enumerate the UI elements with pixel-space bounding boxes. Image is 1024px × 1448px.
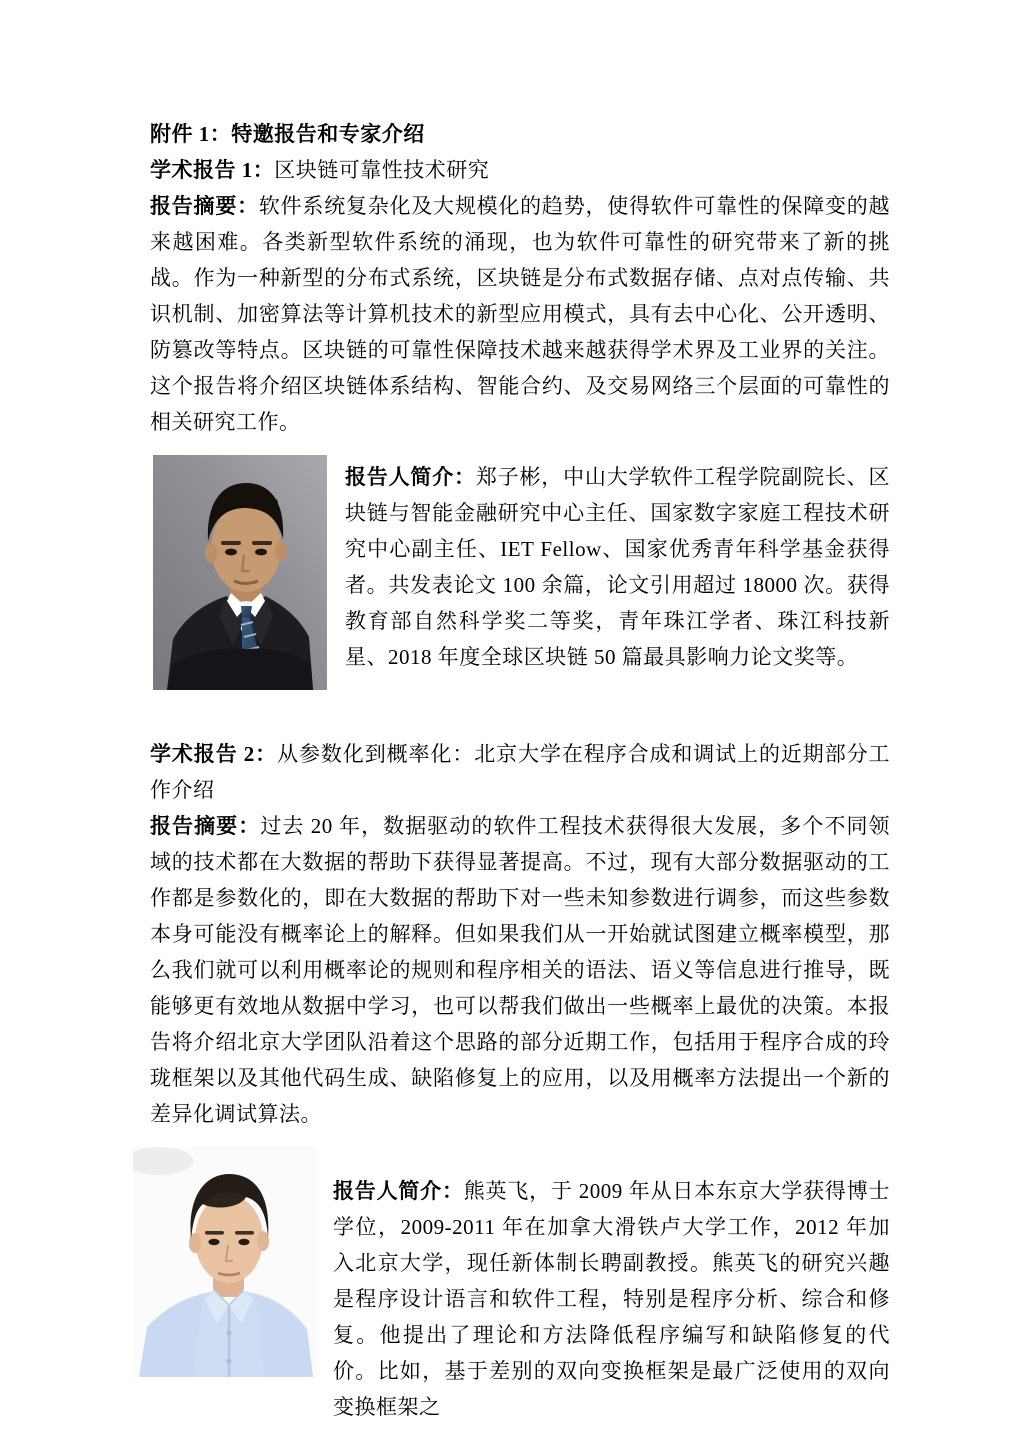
report1-bio-label: 报告人简介： [345, 465, 476, 489]
report2-heading-label: 学术报告 2： [150, 742, 278, 766]
document-content [150, 116, 890, 1425]
attachment-heading: 附件 1：特邀报告和专家介绍 [150, 122, 425, 146]
report1-abstract-text: 软件系统复杂化及大规模化的趋势，使得软件可靠性的保障变的越来越困难。各类新型软件系统的涌现，也为软件可靠性的研究带来了新的挑战。作为一种新型的分布式系统，区块链是分布式数据存储、点对点传输、共识机制、加密算法等计算机技术的新型应用模式，具有去中心化、公开透明、防篡改等特点。区块链的可靠性保障技术越来越获得学术界及工业界的关注。这个报告将介绍区块链体系结构、智能合约、及交易网络三个层面的可靠性的相关研究工作。 [150, 194, 891, 434]
speaker2-portrait-image [133, 1147, 318, 1377]
report1-heading-label: 学术报告 1： [150, 158, 275, 182]
report2-speaker-section [150, 1147, 890, 1425]
report2-abstract [150, 808, 890, 1132]
report2-abstract-text: 过去 20 年，数据驱动的软件工程技术获得很大发展，多个不同领域的技术都在大数据的帮助下获得显著提高。不过，现有大部分数据驱动的工作都是参数化的，即在大数据的帮助下对一些未知参数进行调参，而这些参数本身可能没有概率论上的解释。但如果我们从一开始就试图建立概率模型，那么我们就可以利用概率论的规则和程序相关的语法、语义等信息进行推导，既能够更有效地从数据中学习，也可以帮我们做出一些概率上最优的决策。本报告将介绍北京大学团队沿着这个思路的部分近期工作，包括用于程序合成的玲珑框架以及其他代码生成、缺陷修复上的应用，以及用概率方法提出一个新的差异化调试算法。 [150, 814, 891, 1126]
report1-bio [345, 455, 890, 675]
report2-bio-text: 熊英飞，于 2009 年从日本东京大学获得博士学位，2009-2011 年在加拿大滑铁卢大学工作，2012 年加入北京大学，现任新体制长聘副教授。熊英飞的研究兴趣是程序设计语言和软件工程，特别是程序分析、综合和修复。他提出了理论和方法降低程序编写和缺陷修复的代价。比如，基于差别的双向变换框架是最广泛使用的双向变换框架之 [333, 1179, 890, 1419]
report1-heading [150, 152, 890, 188]
report2-bio-label: 报告人简介： [333, 1179, 464, 1203]
report2-heading [150, 736, 890, 808]
report1-abstract [150, 188, 890, 440]
report2-abstract-label: 报告摘要： [150, 814, 261, 838]
speaker1-portrait-image [153, 455, 327, 690]
report1-heading-title: 区块链可靠性技术研究 [274, 158, 490, 182]
speaker1-photo [153, 455, 327, 690]
report1-bio-text: 郑子彬，中山大学软件工程学院副院长、区块链与智能金融研究中心主任、国家数字家庭工程技术研究中心副主任、IET Fellow、国家优秀青年科学基金获得者。共发表论文 100 余篇，论文引用超过 18000 次。获得教育部自然科学奖二等奖，青年珠江学者、珠江科技新星、2018 年度全球区块链 50 篇最具影响力论文奖等。 [345, 465, 890, 669]
report2-bio [333, 1147, 890, 1425]
speaker2-photo [133, 1147, 318, 1377]
report2-heading-title: 从参数化到概率化：北京大学在程序合成和调试上的近期部分工作介绍 [150, 742, 891, 802]
report1-speaker-section [150, 455, 890, 690]
report1-abstract-label: 报告摘要： [150, 194, 259, 218]
